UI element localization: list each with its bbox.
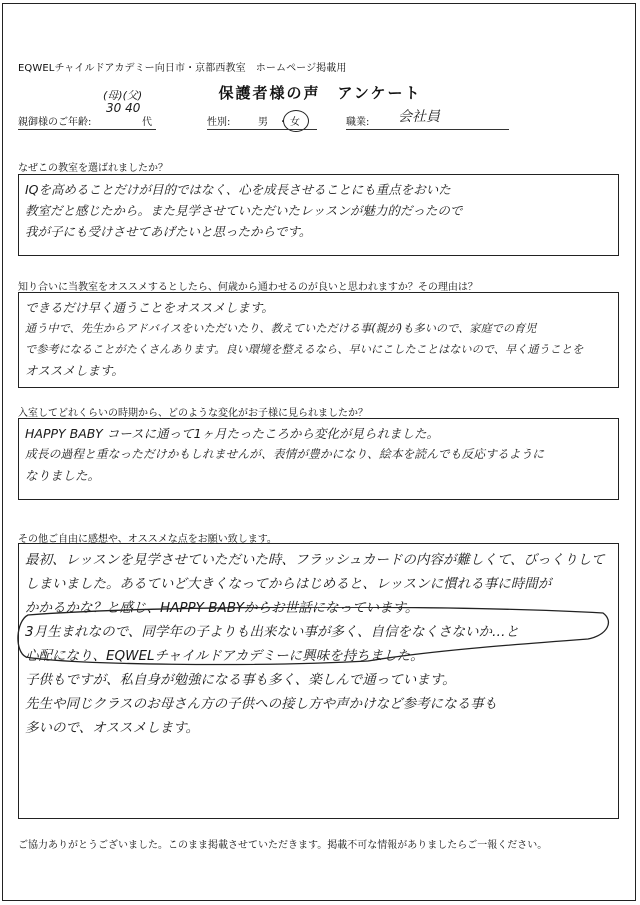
answer-4-line-7: 先生や同じクラスのお母さん方の子供への接し方や声かけなど参考になる事も: [25, 696, 498, 712]
footer-note: ご協力ありがとうございました。このまま掲載させていただきます。掲載不可な情報がありましたらご一報ください。: [18, 840, 548, 851]
occupation-value: 会社員: [398, 109, 440, 125]
answer-2-line-4: オススメします。: [25, 363, 124, 378]
answer-1-line-2: 教室だと感じたから。また見学させていただいたレッスンが魅力的だったので: [25, 203, 463, 218]
answer-1-line-1: IQを高めることだけが目的ではなく、心を成長させることにも重点をおいた: [25, 182, 451, 197]
question-4: その他ご自由に感想や、オススメな点をお願い致します。: [18, 534, 277, 545]
answer-4-line-8: 多いので、オススメします。: [25, 720, 200, 736]
answer-2-line-1: できるだけ早く通うことをオススメします。: [25, 300, 274, 315]
answer-3-line-2: 成長の過程と重なっただけかもしれませんが、表情が豊かになり、絵本を読んでも反応するように: [25, 447, 545, 461]
org-header: EQWELチャイルドアカデミー向日市・京都西教室 ホームページ掲載用: [18, 63, 347, 74]
answer-box-4: [18, 543, 619, 819]
occupation-label: 職業:: [346, 117, 370, 128]
question-3: 入室してどれくらいの時期から、どのような変化がお子様に見られましたか？: [18, 408, 368, 419]
answer-2-line-2: 通う中で、先生からアドバイスをいただいたり、教えていただける事(親が)も多いので、家庭での育児: [25, 322, 537, 335]
answer-3-line-1: HAPPY BABY コースに通って1ヶ月たったころから変化が見られました。: [25, 426, 440, 441]
answer-4-line-3: かかるかな？と感じ、HAPPY BABYからお世話になっています。: [25, 600, 419, 616]
question-2: 知り合いに当教室をオススメするとしたら、何歳から通わせるのが良いと思われますか？その理由は？: [18, 282, 478, 293]
gender-male: 男: [258, 117, 268, 128]
answer-4-line-2: しまいました。あるていど大きくなってからはじめると、レッスンに慣れる事に時間が: [25, 576, 552, 592]
age-parents-handwritten: (母)(父): [103, 89, 143, 102]
gender-separator: ・: [278, 117, 288, 128]
gender-underline: [207, 129, 317, 130]
age-values-handwritten: 30 40: [106, 101, 141, 115]
gender-female: 女: [290, 117, 300, 128]
answer-4-line-5: 心配になり、EQWELチャイルドアカデミーに興味を持ちました。: [25, 648, 424, 664]
age-underline: [18, 129, 156, 130]
answer-4-line-4: 3月生まれなので、同学年の子よりも出来ない事が多く、自信をなくさないか…と: [25, 624, 520, 640]
answer-4-line-1: 最初、レッスンを見学させていただいた時、フラッシュカードの内容が難しくて、びっくりして: [25, 552, 605, 568]
answer-box-2: [18, 292, 619, 388]
occupation-underline: [346, 129, 509, 130]
answer-box-1: [18, 174, 619, 256]
age-label: 親御様のご年齢:: [18, 117, 92, 128]
answer-4-line-6: 子供もですが、私自身が勉強になる事も多く、楽しんで通っています。: [25, 672, 456, 688]
answer-box-3: [18, 418, 619, 500]
answer-2-line-3: で参考になることがたくさんあります。良い環境を整えるなら、早いにこしたことはないので、早く通うことを: [25, 343, 584, 356]
answer-1-line-3: 我が子にも受けさせてあげたいと思ったからです。: [25, 224, 312, 239]
question-1: なぜこの教室を選ばれましたか？: [18, 163, 168, 174]
answer-3-line-3: なりました。: [25, 468, 101, 483]
age-suffix: 代: [142, 117, 152, 128]
survey-title: 保護者様の声 アンケート: [218, 84, 422, 102]
gender-label: 性別:: [207, 117, 231, 128]
